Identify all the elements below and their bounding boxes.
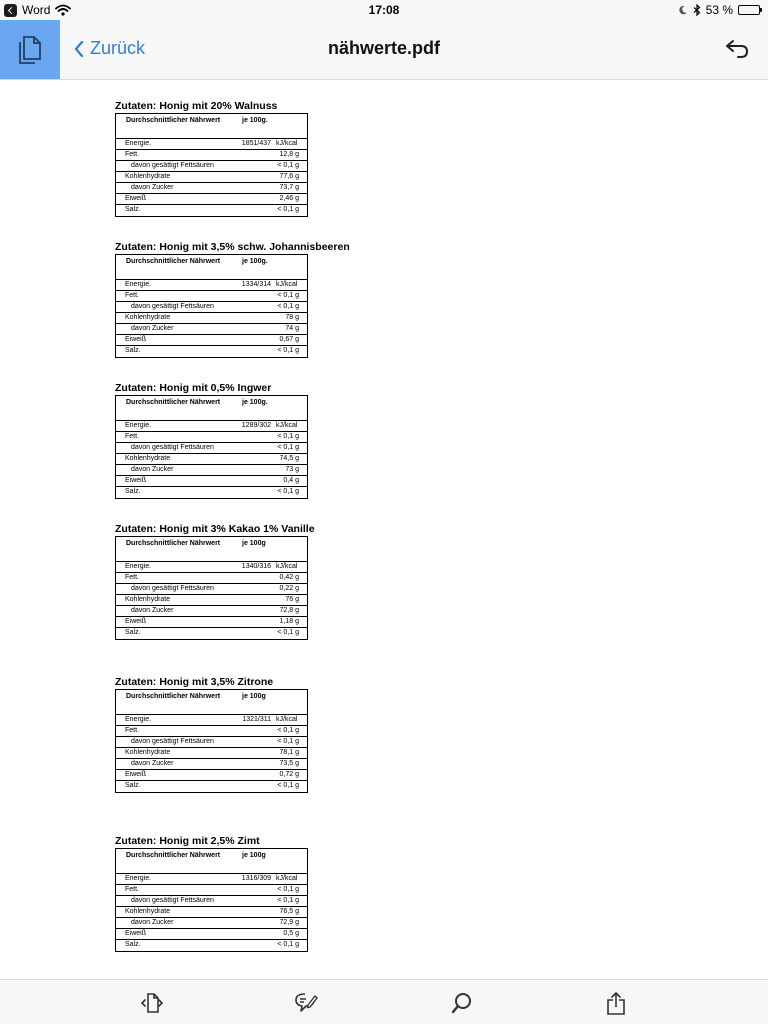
row-label: Eiweiß bbox=[125, 930, 147, 937]
table-row bbox=[116, 313, 307, 324]
row-label: Energie. bbox=[125, 563, 152, 570]
status-bar bbox=[0, 0, 768, 20]
section-title: Zutaten: Honig mit 3,5% schw. Johannisbeeren bbox=[115, 241, 350, 253]
row-label: davon Zucker bbox=[131, 760, 174, 767]
row-value: 0,67 g bbox=[279, 336, 299, 343]
row-label: davon gesättigt Fettsäuren bbox=[131, 162, 214, 169]
row-label: Energie. bbox=[125, 140, 152, 147]
documents-icon bbox=[17, 35, 43, 65]
table-header bbox=[116, 690, 307, 715]
row-value: < 0,1 g bbox=[277, 488, 299, 495]
table-row bbox=[116, 918, 307, 929]
column-header-per-100g: je 100g bbox=[242, 540, 266, 547]
row-value: 78 g bbox=[285, 314, 299, 321]
table-row bbox=[116, 628, 307, 639]
row-value: 73,7 g bbox=[279, 184, 299, 191]
row-unit: kJ/kcal bbox=[276, 716, 298, 723]
row-value: 72,8 g bbox=[279, 607, 299, 614]
table-row bbox=[116, 324, 307, 335]
table-header bbox=[116, 255, 307, 280]
row-label: davon Zucker bbox=[131, 919, 174, 926]
column-header-nutrient: Durchschnittlicher Nährwert bbox=[126, 399, 221, 406]
row-value: 0,4 g bbox=[283, 477, 299, 484]
row-unit: kJ/kcal bbox=[276, 563, 298, 570]
section-title: Zutaten: Honig mit 0,5% Ingwer bbox=[115, 382, 272, 394]
column-header-per-100g: je 100g bbox=[242, 852, 266, 859]
row-value: < 0,1 g bbox=[277, 629, 299, 636]
nav-bar bbox=[0, 20, 768, 80]
share-button[interactable] bbox=[604, 991, 628, 1015]
row-label: Salz. bbox=[125, 782, 141, 789]
row-value: 2,46 g bbox=[279, 195, 299, 202]
table-row bbox=[116, 737, 307, 748]
row-label: Fett. bbox=[125, 292, 140, 299]
table-row bbox=[116, 606, 307, 617]
nutrition-table bbox=[115, 254, 308, 358]
nutrition-table bbox=[115, 536, 308, 640]
bottom-toolbar bbox=[0, 979, 768, 1024]
section-title: Zutaten: Honig mit 20% Walnuss bbox=[115, 100, 278, 112]
row-label: Fett. bbox=[125, 433, 140, 440]
row-label: Salz. bbox=[125, 629, 141, 636]
table-row bbox=[116, 194, 307, 205]
moon-icon bbox=[678, 5, 688, 15]
table-row bbox=[116, 172, 307, 183]
row-value: 0,5 g bbox=[283, 930, 299, 937]
row-unit: kJ/kcal bbox=[276, 422, 298, 429]
nutrition-section bbox=[115, 834, 345, 952]
documents-button[interactable] bbox=[0, 20, 60, 79]
row-label: davon Zucker bbox=[131, 184, 174, 191]
row-value: 73 g bbox=[285, 466, 299, 473]
nutrition-section bbox=[115, 522, 345, 640]
table-row bbox=[116, 432, 307, 443]
table-header bbox=[116, 114, 307, 139]
row-value: < 0,1 g bbox=[277, 292, 299, 299]
table-row bbox=[116, 715, 307, 726]
table-row bbox=[116, 584, 307, 595]
row-value: 74 g bbox=[285, 325, 299, 332]
table-row bbox=[116, 726, 307, 737]
row-label: Eiweiß bbox=[125, 477, 147, 484]
table-row bbox=[116, 929, 307, 940]
row-value: 1851/437 bbox=[241, 140, 271, 147]
row-value: < 0,1 g bbox=[277, 886, 299, 893]
table-row bbox=[116, 302, 307, 313]
table-row bbox=[116, 161, 307, 172]
row-label: Salz. bbox=[125, 347, 141, 354]
share-icon bbox=[604, 991, 628, 1015]
row-unit: kJ/kcal bbox=[276, 875, 298, 882]
table-header bbox=[116, 537, 307, 562]
nutrition-table bbox=[115, 113, 308, 217]
table-row bbox=[116, 443, 307, 454]
row-label: Fett. bbox=[125, 727, 140, 734]
row-label: Eiweiß bbox=[125, 771, 147, 778]
nutrition-section bbox=[115, 240, 350, 358]
search-icon bbox=[450, 991, 474, 1015]
nutrition-section bbox=[115, 675, 345, 793]
row-label: davon gesättigt Fettsäuren bbox=[131, 585, 214, 592]
comment-button[interactable] bbox=[294, 991, 318, 1015]
back-app-label: Word bbox=[22, 3, 51, 17]
row-label: Kohlenhydrate bbox=[125, 173, 171, 180]
reading-mode-icon bbox=[140, 991, 164, 1015]
row-value: 12,8 g bbox=[279, 151, 299, 158]
comment-icon bbox=[294, 991, 318, 1015]
table-row bbox=[116, 781, 307, 792]
table-row bbox=[116, 748, 307, 759]
row-value: 0,22 g bbox=[279, 585, 299, 592]
row-value: 73,5 g bbox=[279, 760, 299, 767]
row-label: Energie. bbox=[125, 875, 152, 882]
row-value: 1321/311 bbox=[242, 716, 271, 723]
row-label: Eiweiß bbox=[125, 195, 147, 202]
section-title: Zutaten: Honig mit 3% Kakao 1% Vanille bbox=[115, 523, 315, 535]
section-title: Zutaten: Honig mit 3,5% Zitrone bbox=[115, 676, 274, 688]
row-value: 1316/309 bbox=[241, 875, 271, 882]
page-title: nähwerte.pdf bbox=[327, 38, 440, 58]
section-title: Zutaten: Honig mit 2,5% Zimt bbox=[115, 835, 260, 847]
table-row bbox=[116, 291, 307, 302]
row-value: 0,42 g bbox=[279, 574, 299, 581]
row-value: < 0,1 g bbox=[277, 782, 299, 789]
row-value: < 0,1 g bbox=[277, 433, 299, 440]
row-label: davon gesättigt Fettsäuren bbox=[131, 444, 214, 451]
table-row bbox=[116, 940, 307, 951]
search-button[interactable] bbox=[450, 991, 474, 1015]
table-row bbox=[116, 183, 307, 194]
reading-mode-button[interactable] bbox=[140, 991, 164, 1015]
table-row bbox=[116, 476, 307, 487]
column-header-per-100g: je 100g. bbox=[242, 258, 268, 265]
undo-button[interactable] bbox=[724, 38, 750, 60]
table-row bbox=[116, 346, 307, 357]
row-value: < 0,1 g bbox=[277, 347, 299, 354]
row-label: Salz. bbox=[125, 941, 141, 948]
row-value: 72,9 g bbox=[279, 919, 299, 926]
row-label: davon Zucker bbox=[131, 325, 174, 332]
row-label: davon gesättigt Fettsäuren bbox=[131, 303, 214, 310]
nutrition-section bbox=[115, 99, 345, 217]
row-value: 1289/302 bbox=[241, 422, 271, 429]
table-header bbox=[116, 849, 307, 874]
row-label: Kohlenhydrate bbox=[125, 596, 171, 603]
column-header-nutrient: Durchschnittlicher Nährwert bbox=[126, 540, 221, 547]
table-row bbox=[116, 907, 307, 918]
row-value: < 0,1 g bbox=[277, 206, 299, 213]
row-value: 1334/314 bbox=[241, 281, 271, 288]
chevron-left-icon bbox=[74, 41, 84, 57]
nutrition-table bbox=[115, 689, 308, 793]
row-value: 1,18 g bbox=[279, 618, 299, 625]
table-row bbox=[116, 874, 307, 885]
row-value: 76,5 g bbox=[279, 908, 299, 915]
row-value: < 0,1 g bbox=[277, 303, 299, 310]
row-unit: kJ/kcal bbox=[276, 281, 298, 288]
row-label: Kohlenhydrate bbox=[125, 455, 171, 462]
nutrition-table bbox=[115, 848, 308, 952]
nutrition-table bbox=[115, 395, 308, 499]
row-value: 77,6 g bbox=[279, 173, 299, 180]
battery-percent: 53 % bbox=[705, 3, 733, 17]
row-label: Fett. bbox=[125, 574, 140, 581]
row-label: Energie. bbox=[125, 716, 152, 723]
undo-icon bbox=[724, 38, 750, 60]
row-value: < 0,1 g bbox=[277, 941, 299, 948]
row-value: 74,5 g bbox=[279, 455, 299, 462]
row-value: < 0,1 g bbox=[277, 162, 299, 169]
table-row bbox=[116, 770, 307, 781]
column-header-nutrient: Durchschnittlicher Nährwert bbox=[126, 852, 221, 859]
row-label: Energie. bbox=[125, 281, 152, 288]
row-label: Kohlenhydrate bbox=[125, 908, 171, 915]
row-label: davon gesättigt Fettsäuren bbox=[131, 738, 214, 745]
column-header-nutrient: Durchschnittlicher Nährwert bbox=[126, 258, 221, 265]
row-value: 76 g bbox=[285, 596, 299, 603]
row-value: 78,1 g bbox=[279, 749, 299, 756]
back-button[interactable] bbox=[74, 38, 145, 59]
column-header-nutrient: Durchschnittlicher Nährwert bbox=[126, 693, 221, 700]
row-label: Salz. bbox=[125, 206, 141, 213]
back-button-label: Zurück bbox=[90, 38, 146, 58]
row-label: Eiweiß bbox=[125, 336, 147, 343]
row-label: Fett. bbox=[125, 151, 140, 158]
row-label: davon Zucker bbox=[131, 607, 174, 614]
row-label: Fett. bbox=[125, 886, 140, 893]
row-value: 1340/316 bbox=[241, 563, 271, 570]
table-row bbox=[116, 487, 307, 498]
table-row bbox=[116, 150, 307, 161]
row-label: Energie. bbox=[125, 422, 152, 429]
table-row bbox=[116, 885, 307, 896]
table-row bbox=[116, 280, 307, 291]
table-row bbox=[116, 896, 307, 907]
row-unit: kJ/kcal bbox=[276, 140, 298, 147]
column-header-per-100g: je 100g. bbox=[242, 399, 268, 406]
pdf-document[interactable] bbox=[0, 81, 768, 979]
nutrition-section bbox=[115, 381, 345, 499]
row-label: Eiweiß bbox=[125, 618, 147, 625]
row-value: < 0,1 g bbox=[277, 738, 299, 745]
row-label: davon Zucker bbox=[131, 466, 174, 473]
table-row bbox=[116, 573, 307, 584]
row-label: Kohlenhydrate bbox=[125, 749, 171, 756]
table-row bbox=[116, 335, 307, 346]
table-row bbox=[116, 139, 307, 150]
column-header-nutrient: Durchschnittlicher Nährwert bbox=[126, 117, 221, 124]
table-row bbox=[116, 562, 307, 573]
battery-icon bbox=[738, 5, 760, 15]
row-value: 0,72 g bbox=[279, 771, 299, 778]
table-row bbox=[116, 205, 307, 216]
column-header-per-100g: je 100g bbox=[242, 693, 266, 700]
row-label: Salz. bbox=[125, 488, 141, 495]
table-row bbox=[116, 617, 307, 628]
bluetooth-icon bbox=[693, 4, 701, 16]
table-header bbox=[116, 396, 307, 421]
table-row bbox=[116, 595, 307, 606]
table-row bbox=[116, 421, 307, 432]
row-label: davon gesättigt Fettsäuren bbox=[131, 897, 214, 904]
status-right bbox=[678, 3, 760, 17]
table-row bbox=[116, 454, 307, 465]
table-row bbox=[116, 759, 307, 770]
row-label: Kohlenhydrate bbox=[125, 314, 171, 321]
clock: 17:08 bbox=[368, 3, 400, 17]
row-value: < 0,1 g bbox=[277, 444, 299, 451]
row-value: < 0,1 g bbox=[277, 727, 299, 734]
row-value: < 0,1 g bbox=[277, 897, 299, 904]
column-header-per-100g: je 100g. bbox=[242, 117, 268, 124]
table-row bbox=[116, 465, 307, 476]
